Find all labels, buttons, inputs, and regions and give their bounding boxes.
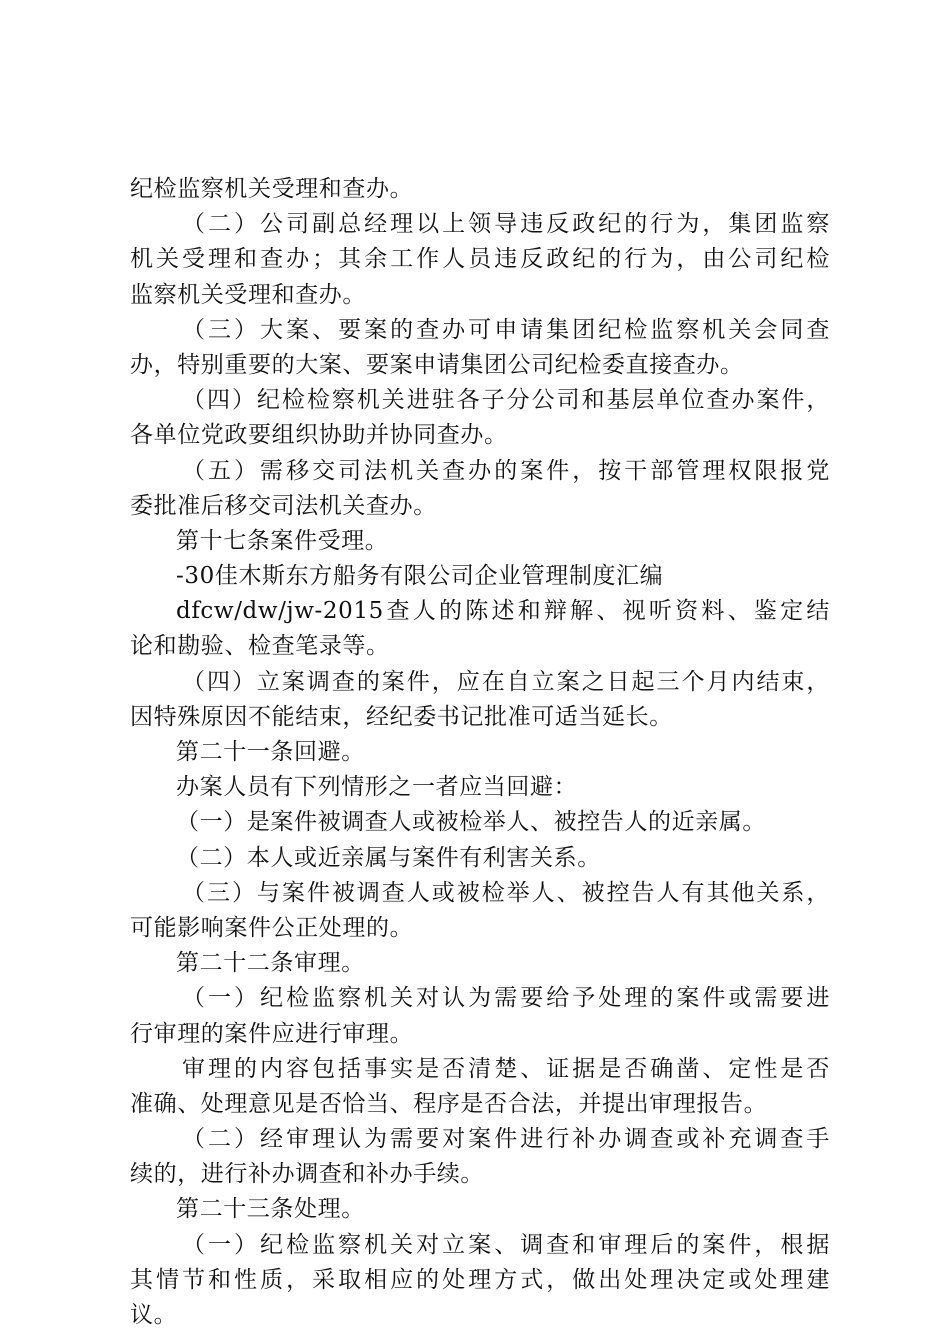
- text-line: 论和勘验、检查笔录等。: [130, 633, 390, 660]
- text-line: （五）需移交司法机关查办的案件，按干部管理权限报党: [182, 457, 830, 484]
- text-line: （二）公司副总经理以上领导违反政纪的行为，集团监察: [182, 211, 830, 238]
- text-line: （一）纪检监察机关对立案、调查和审理后的案件，根据: [182, 1231, 830, 1258]
- text-line: （四）立案调查的案件，应在自立案之日起三个月内结束，: [182, 668, 830, 695]
- text-line: 第二十二条审理。: [176, 950, 365, 977]
- text-line: （一）纪检监察机关对认为需要给予处理的案件或需要进: [182, 985, 830, 1012]
- text-line: 可能影响案件公正处理的。: [130, 914, 414, 941]
- text-line: 第二十三条处理。: [176, 1196, 365, 1223]
- document-body: [130, 172, 830, 1333]
- text-line: 议。: [130, 1302, 178, 1328]
- text-line: 审理的内容包括事实是否清楚、证据是否确凿、定性是否: [182, 1055, 830, 1082]
- text-line: 各单位党政要组织协助并协同查办。: [130, 422, 508, 449]
- text-line: 因特殊原因不能结束，经纪委书记批准可适当延长。: [130, 703, 673, 730]
- text-line: 续的，进行补办调查和补办手续。: [130, 1161, 484, 1188]
- text-line: 准确、处理意见是否恰当、程序是否合法，并提出审理报告。: [130, 1090, 768, 1117]
- text-line: （四）纪检检察机关进驻各子分公司和基层单位查办案件，: [182, 387, 830, 414]
- text-line: 纪检监察机关受理和查办。: [130, 176, 414, 202]
- text-line: 委批准后移交司法机关查办。: [130, 492, 437, 519]
- text-line: 办案人员有下列情形之一者应当回避：: [176, 774, 578, 801]
- text-line: 第二十一条回避。: [176, 739, 365, 765]
- text-line: 其情节和性质，采取相应的处理方式，做出处理决定或处理建: [130, 1266, 830, 1293]
- text-line: （一）是案件被调查人或被检举人、被控告人的近亲属。: [176, 809, 766, 836]
- text-line: 机关受理和查办；其余工作人员违反政纪的行为，由公司纪检: [130, 246, 830, 273]
- text-line: （二）本人或近亲属与案件有利害关系。: [176, 844, 601, 871]
- text-line: （二）经审理认为需要对案件进行补办调查或补充调查手: [182, 1126, 830, 1153]
- text-line: 第十七条案件受理。: [176, 527, 389, 554]
- text-line: （三）大案、要案的查办可申请集团纪检监察机关会同查: [182, 316, 830, 343]
- text-line: 行审理的案件应进行审理。: [130, 1020, 414, 1047]
- text-line: 监察机关受理和查办。: [130, 281, 366, 308]
- text-line: （三）与案件被调查人或被检举人、被控告人有其他关系，: [182, 879, 830, 906]
- text-line: dfcw/dw/jw-2015查人的陈述和辩解、视听资料、鉴定结: [176, 598, 830, 625]
- text-line: 办，特别重要的大案、要案申请集团公司纪检委直接查办。: [130, 351, 744, 378]
- text-line: -30佳木斯东方船务有限公司企业管理制度汇编: [176, 563, 664, 590]
